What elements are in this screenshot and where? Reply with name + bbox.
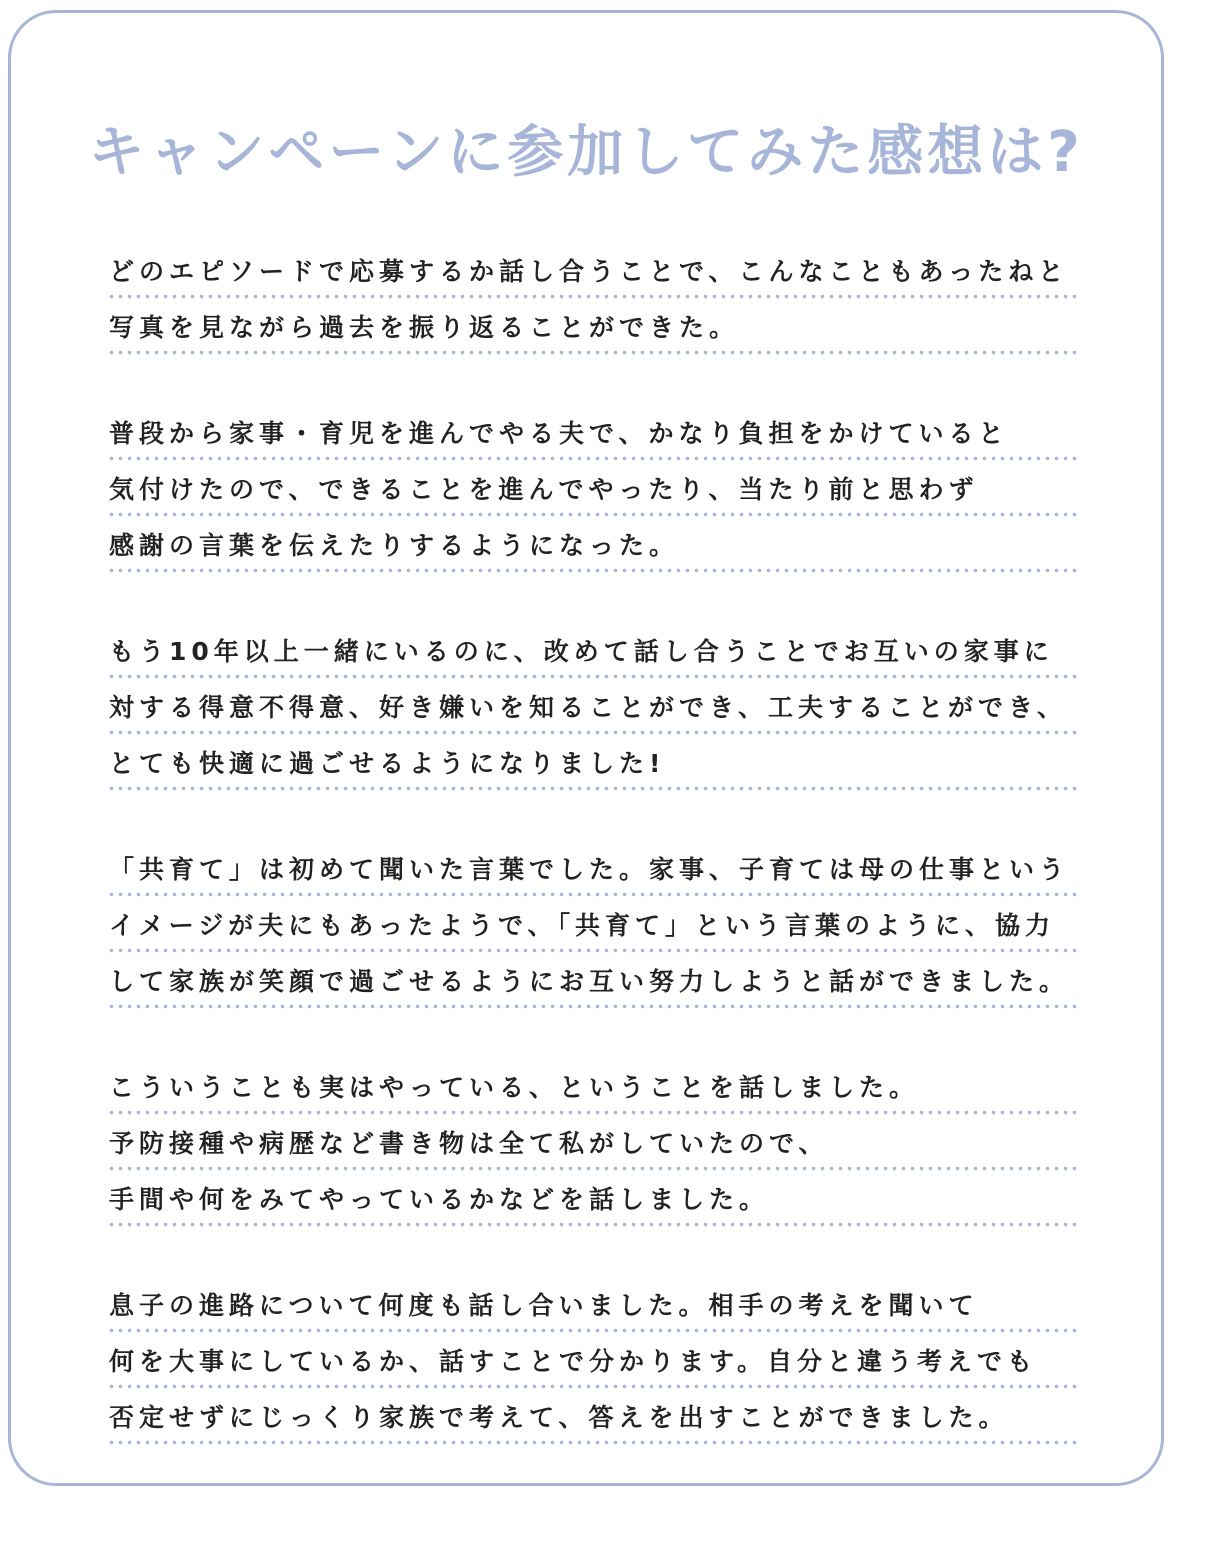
answer-block <box>107 405 1077 573</box>
answer-line: 否定せずにじっくり家族で考えて、答えを出すことができました。 <box>107 1389 1077 1445</box>
answer-line: 写真を見ながら過去を振り返ることができた。 <box>107 299 1077 355</box>
answer-line: 「共育て」は初めて聞いた言葉でした。家事、子育ては母の仕事という <box>107 841 1077 897</box>
answer-line: どのエピソードで応募するか話し合うことで、こんなこともあったねと <box>107 243 1077 299</box>
answer-list <box>107 243 1077 1495</box>
answer-block <box>107 841 1077 1009</box>
answer-line: とても快適に過ごせるようになりました! <box>107 735 1077 791</box>
answer-line: して家族が笑顔で過ごせるようにお互い努力しようと話ができました。 <box>107 953 1077 1009</box>
feedback-card <box>8 10 1164 1486</box>
answer-line: もう10年以上一緒にいるのに、改めて話し合うことでお互いの家事に <box>107 623 1077 679</box>
answer-line: 気付けたので、できることを進んでやったり、当たり前と思わず <box>107 461 1077 517</box>
answer-block <box>107 623 1077 791</box>
answer-block <box>107 1277 1077 1445</box>
answer-line: 感謝の言葉を伝えたりするようになった。 <box>107 517 1077 573</box>
answer-line: 息子の進路について何度も話し合いました。相手の考えを聞いて <box>107 1277 1077 1333</box>
answer-line: 対する得意不得意、好き嫌いを知ることができ、工夫することができ、 <box>107 679 1077 735</box>
answer-line: 何を大事にしているか、話すことで分かります。自分と違う考えでも <box>107 1333 1077 1389</box>
answer-block <box>107 243 1077 355</box>
answer-line: こういうことも実はやっている、ということを話しました。 <box>107 1059 1077 1115</box>
answer-line: 普段から家事・育児を進んでやる夫で、かなり負担をかけていると <box>107 405 1077 461</box>
answer-line: イメージが夫にもあったようで、「共育て」という言葉のように、協力 <box>107 897 1077 953</box>
answer-line: 手間や何をみてやっているかなどを話しました。 <box>107 1171 1077 1227</box>
page-title: キャンペーンに参加してみた感想は? <box>88 120 1084 185</box>
answer-line: 予防接種や病歴など書き物は全て私がしていたので、 <box>107 1115 1077 1171</box>
answer-block <box>107 1059 1077 1227</box>
